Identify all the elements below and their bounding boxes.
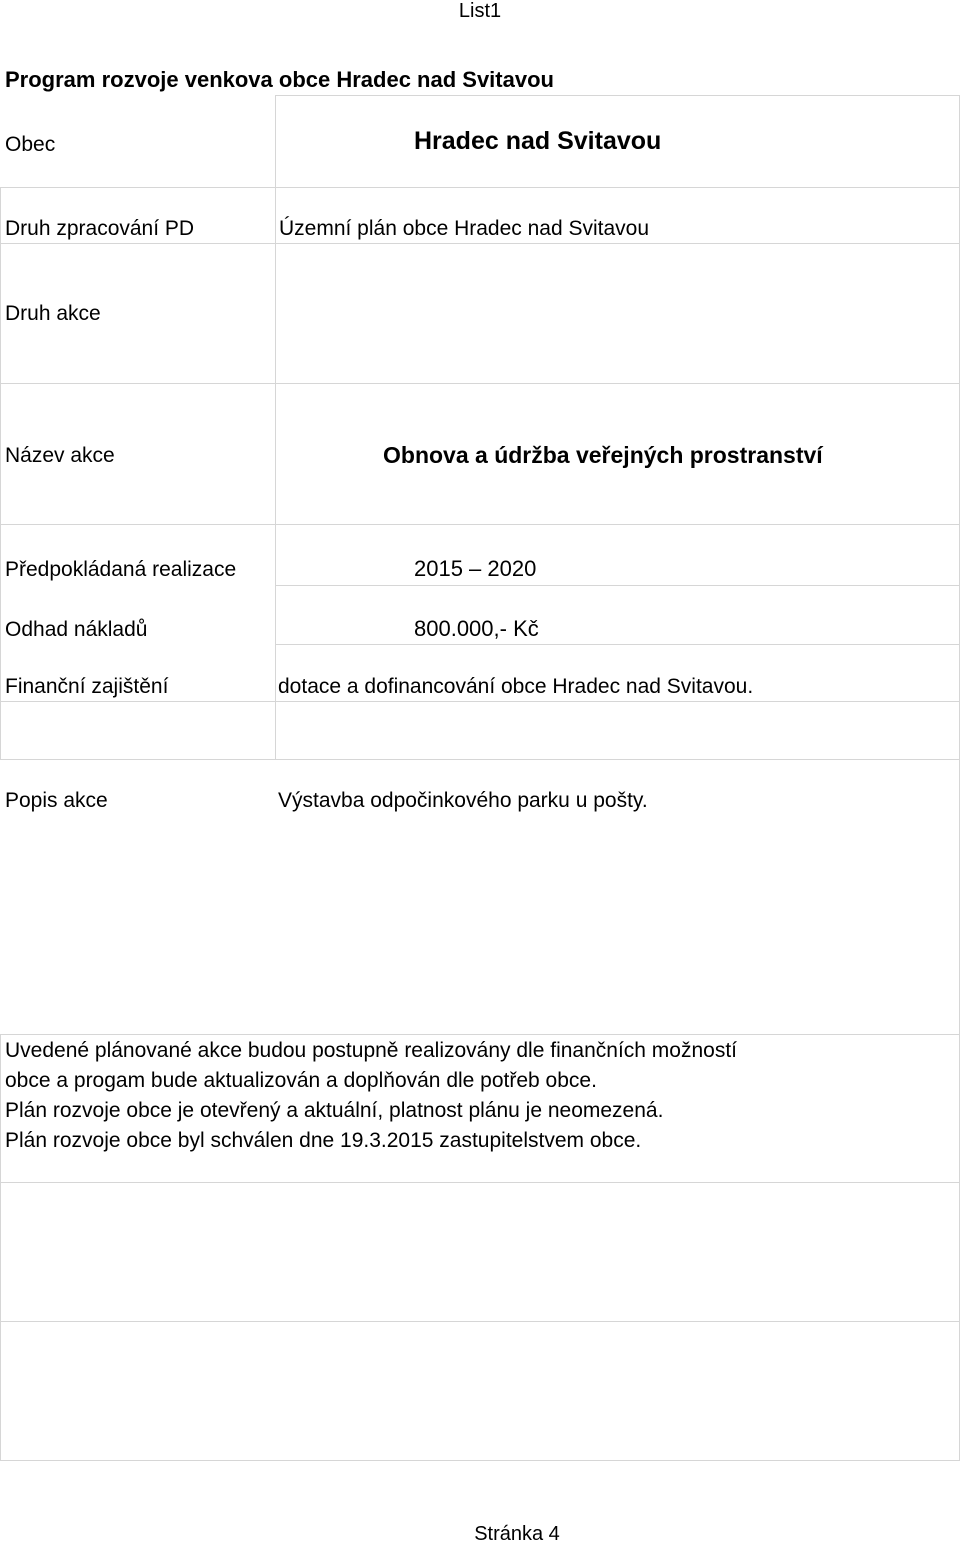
grid-line	[0, 187, 1, 759]
naklady-value: 800.000,- Kč	[414, 616, 539, 641]
grid-line	[275, 585, 960, 586]
grid-line	[0, 383, 960, 384]
page-number: Stránka 4	[474, 1523, 560, 1545]
grid-line	[0, 243, 960, 244]
nazev-akce-label: Název akce	[5, 444, 115, 467]
notes-block	[5, 1036, 737, 1156]
nazev-akce-value: Obnova a údržba veřejných prostranství	[383, 442, 823, 468]
note-line: Plán rozvoje obce byl schválen dne 19.3.2015 zastupitelstvem obce.	[5, 1129, 642, 1152]
sheet-tab-title: List1	[458, 0, 502, 22]
obec-value: Hradec nad Svitavou	[414, 127, 662, 155]
grid-line	[0, 187, 960, 188]
financni-zajisteni-value: dotace a dofinancování obce Hradec nad Svitavou.	[278, 675, 754, 698]
grid-line	[275, 644, 960, 645]
grid-line	[0, 1460, 960, 1461]
program-title: Program rozvoje venkova obce Hradec nad Svitavou	[5, 67, 554, 92]
grid-line	[0, 759, 960, 760]
grid-line	[0, 1034, 960, 1035]
grid-line	[0, 701, 960, 702]
note-line: Plán rozvoje obce je otevřený a aktuální, platnost plánu je neomezená.	[5, 1099, 664, 1122]
realizace-label: Předpokládaná realizace	[5, 558, 237, 581]
grid-line	[275, 95, 960, 96]
grid-line	[0, 1034, 1, 1460]
druh-akce-label: Druh akce	[5, 302, 101, 325]
financni-zajisteni-label: Finanční zajištění	[5, 675, 169, 698]
grid-line	[0, 524, 960, 525]
grid-line	[0, 1182, 960, 1183]
grid-line	[275, 95, 276, 759]
obec-label: Obec	[5, 133, 56, 156]
druh-zpracovani-label: Druh zpracování PD	[5, 217, 195, 240]
naklady-label: Odhad nákladů	[5, 618, 148, 641]
popis-akce-value: Výstavba odpočinkového parku u pošty.	[278, 789, 648, 812]
popis-akce-label: Popis akce	[5, 789, 108, 812]
druh-zpracovani-value: Územní plán obce Hradec nad Svitavou	[279, 217, 650, 240]
note-line: Uvedené plánované akce budou postupně realizovány dle finančních možností	[5, 1039, 737, 1062]
realizace-value: 2015 – 2020	[414, 556, 537, 581]
note-line: obce a progam bude aktualizován a doplňován dle potřeb obce.	[5, 1069, 597, 1092]
grid-line	[0, 1321, 960, 1322]
